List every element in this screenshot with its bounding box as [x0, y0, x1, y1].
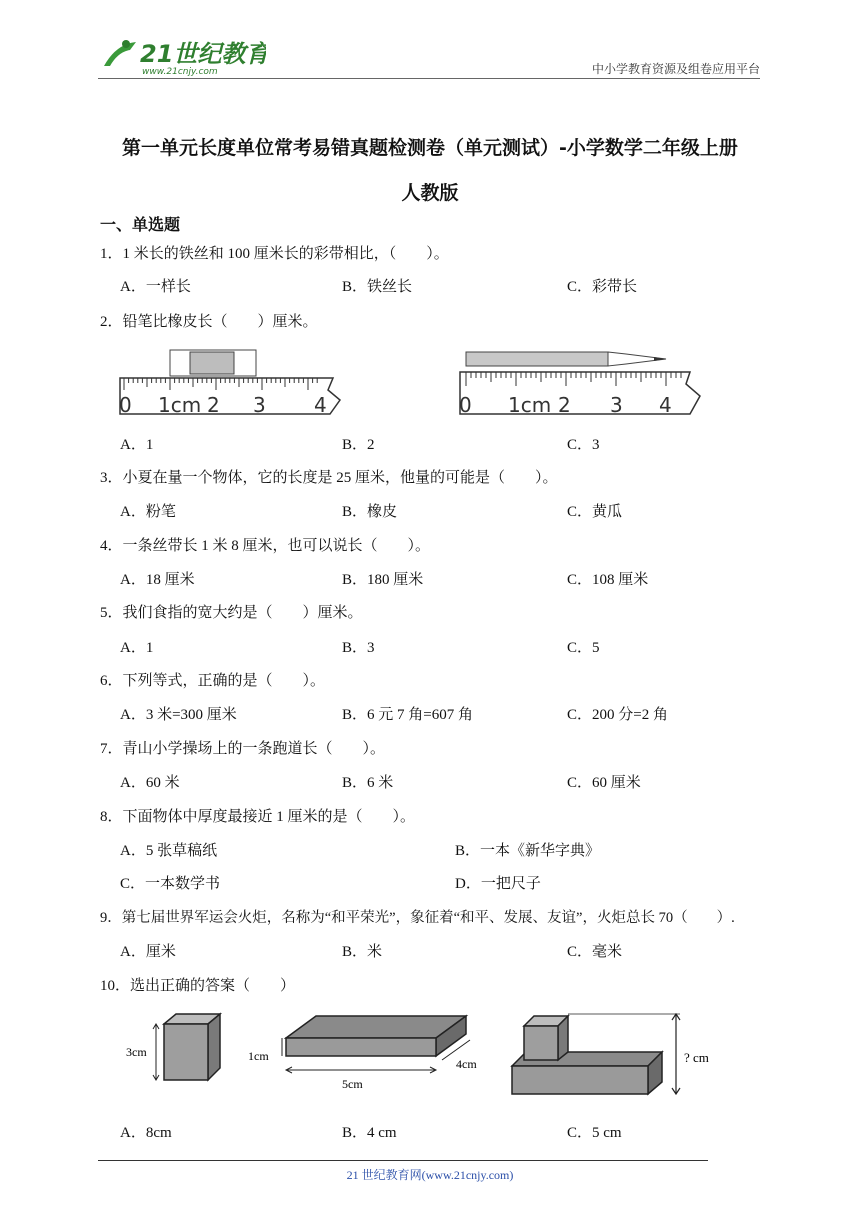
ruler-label-1: 1cm [158, 393, 202, 417]
question-5: 5．我们食指的宽大约是（ ）厘米。 [100, 605, 363, 621]
site-logo [96, 36, 266, 78]
q5-option-b[interactable]: B．3 [342, 640, 375, 656]
ruler-label-0: 0 [459, 393, 472, 417]
pencil-shape [466, 352, 608, 366]
q6-option-a[interactable]: A．3 米=300 厘米 [120, 707, 237, 723]
eraser-shape [190, 352, 234, 374]
ruler-pencil-figure [458, 348, 713, 420]
question-4: 4．一条丝带长 1 米 8 厘米，也可以说长（ ）。 [100, 538, 431, 554]
q2-option-b[interactable]: B．2 [342, 437, 375, 453]
box-height-label: 1cm [248, 1049, 269, 1063]
q10-option-b[interactable]: B．4 cm [342, 1125, 397, 1141]
question-7: 7．青山小学操场上的一条跑道长（ ）。 [100, 741, 386, 757]
q8-option-b[interactable]: B．一本《新华字典》 [455, 843, 601, 859]
question-2: 2．铅笔比橡皮长（ ）厘米。 [100, 314, 318, 330]
question-3: 3．小夏在量一个物体，它的长度是 25 厘米，他量的可能是（ ）。 [100, 470, 558, 486]
stacked-blocks-figure [120, 1008, 720, 1098]
q3-option-a[interactable]: A．粉笔 [120, 504, 176, 520]
q9-option-c[interactable]: C．毫米 [567, 944, 623, 960]
ruler-label-4: 4 [314, 393, 327, 417]
q2-option-a[interactable]: A．1 [120, 437, 154, 453]
q4-option-b[interactable]: B．180 厘米 [342, 572, 424, 588]
box-width-label: 4cm [456, 1057, 477, 1071]
q8-option-d[interactable]: D．一把尺子 [455, 876, 541, 892]
q3-option-c[interactable]: C．黄瓜 [567, 504, 623, 520]
q1-option-a[interactable]: A．一样长 [120, 279, 191, 295]
header-divider [98, 78, 760, 79]
q5-option-a[interactable]: A．1 [120, 640, 154, 656]
logo-swoosh [104, 42, 136, 66]
q4-option-c[interactable]: C．108 厘米 [567, 572, 649, 588]
q6-option-c[interactable]: C．200 分=2 角 [567, 707, 668, 723]
q6-option-b[interactable]: B．6 元 7 角=607 角 [342, 707, 473, 723]
q8-option-a[interactable]: A．5 张草稿纸 [120, 843, 218, 859]
flat-box-shape [286, 1016, 466, 1056]
total-height-label: ? cm [684, 1050, 709, 1065]
cube-shape [164, 1014, 220, 1080]
q3-option-b[interactable]: B．橡皮 [342, 504, 398, 520]
q10-option-a[interactable]: A．8cm [120, 1125, 172, 1141]
question-1: 1．1 米长的铁丝和 100 厘米长的彩带相比，（ ）。 [100, 246, 449, 262]
q7-option-a[interactable]: A．60 米 [120, 775, 180, 791]
page-title-line1: 第一单元长度单位常考易错真题检测卷（单元测试）-小学数学二年级上册 [122, 137, 738, 159]
question-10: 10．选出正确的答案（ ） [100, 978, 296, 994]
ruler-label-4: 4 [659, 393, 672, 417]
footer-link[interactable]: 21 世纪教育网(www.21cnjy.com) [346, 1168, 514, 1182]
q4-option-a[interactable]: A．18 厘米 [120, 572, 195, 588]
footer-divider [98, 1160, 708, 1161]
logo-text: 21世纪教育 [140, 40, 266, 68]
q7-option-c[interactable]: C．60 厘米 [567, 775, 641, 791]
q1-option-b[interactable]: B．铁丝长 [342, 279, 413, 295]
ruler-eraser-figure [118, 348, 343, 420]
logo-url: www.21cnjy.com [142, 67, 218, 77]
ruler-label-3: 3 [610, 393, 623, 417]
q9-option-a[interactable]: A．厘米 [120, 944, 176, 960]
site-tagline: 中小学教育资源及组卷应用平台 [591, 62, 760, 76]
q9-option-b[interactable]: B．米 [342, 944, 383, 960]
box-length-label: 5cm [342, 1077, 363, 1091]
ruler-label-0: 0 [119, 393, 132, 417]
ruler-label-2: 2 [207, 393, 220, 417]
q1-option-c[interactable]: C．彩带长 [567, 279, 638, 295]
section-heading: 一、单选题 [100, 215, 181, 234]
q8-option-c[interactable]: C．一本数学书 [120, 876, 221, 892]
page-title-line2: 人教版 [401, 182, 459, 204]
q2-option-c[interactable]: C．3 [567, 437, 600, 453]
question-9: 9．第七届世界军运会火炬，名称为“和平荣光”，象征着“和平、发展、友谊”，火炬总长 70（ ）. [100, 910, 735, 926]
cube-label: 3cm [126, 1045, 147, 1059]
q5-option-c[interactable]: C．5 [567, 640, 600, 656]
ruler-label-3: 3 [253, 393, 266, 417]
question-6: 6．下列等式，正确的是（ ）。 [100, 673, 326, 689]
stacked-shape [512, 1016, 662, 1094]
ruler-label-1: 1cm [508, 393, 552, 417]
q10-option-c[interactable]: C．5 cm [567, 1125, 622, 1141]
ruler-label-2: 2 [558, 393, 571, 417]
q7-option-b[interactable]: B．6 米 [342, 775, 394, 791]
ruler-body [120, 378, 340, 414]
question-8: 8．下面物体中厚度最接近 1 厘米的是（ ）。 [100, 809, 416, 825]
